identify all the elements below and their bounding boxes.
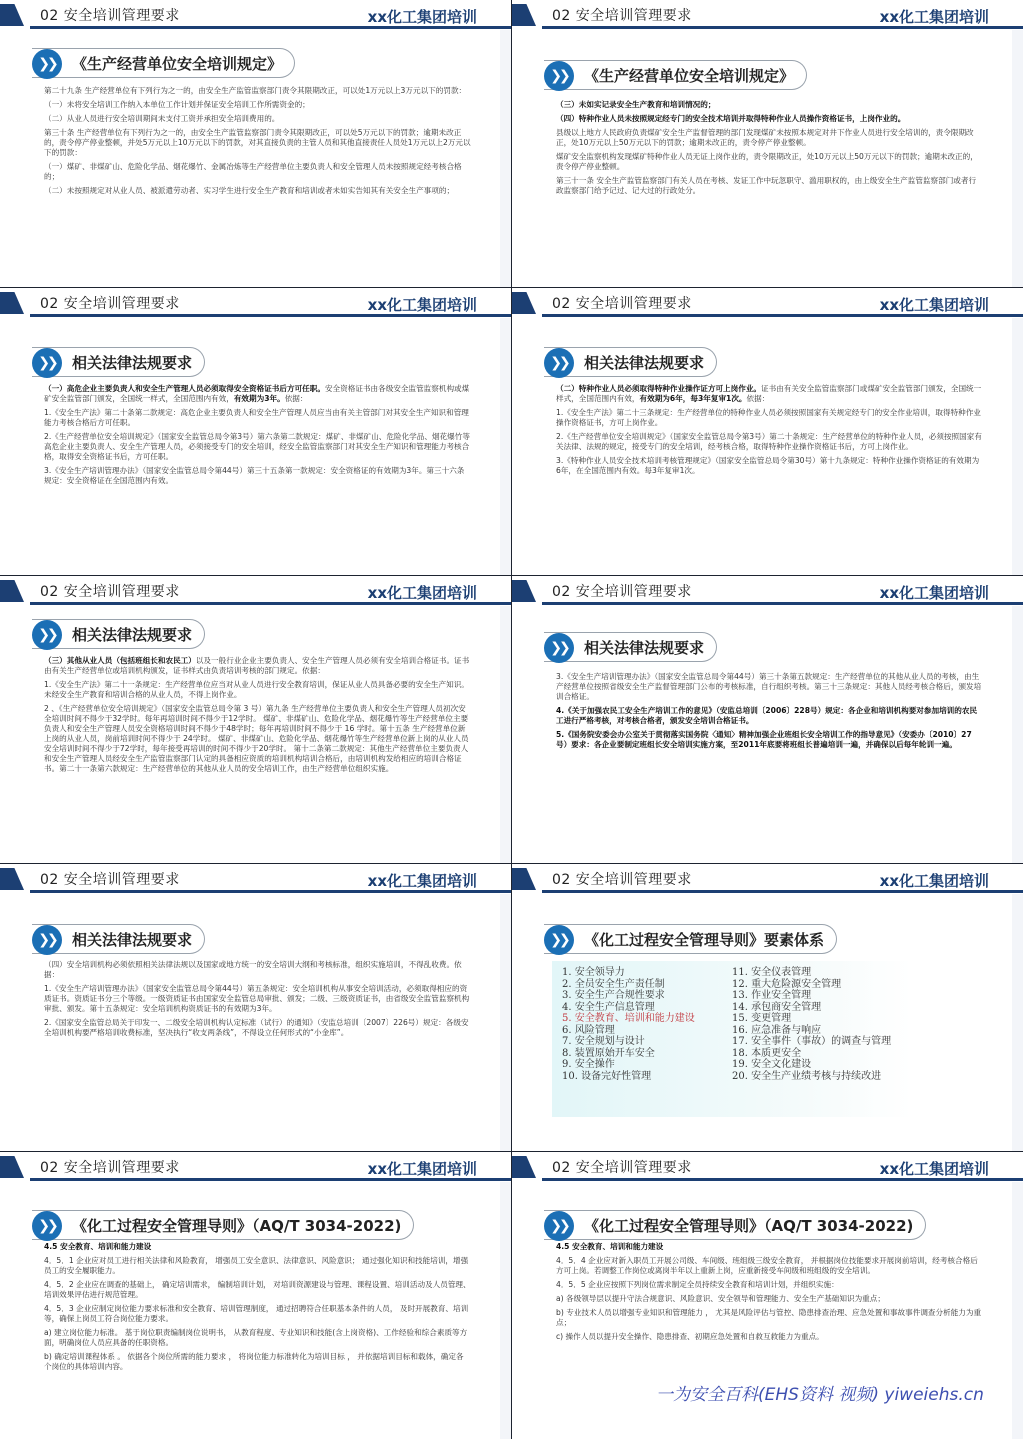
double-chevron-right-icon: ❯❯ [544, 1211, 574, 1241]
double-chevron-right-icon: ❯❯ [544, 348, 574, 378]
paragraph [556, 730, 983, 750]
text-run: 县级以上地方人民政府负责煤矿安全生产监督管理的部门发现煤矿未按照本规定对井下作业人员进行安全培训的，责令限期改正，处10万元以上50万元以下的罚款；逾期未改正的，责令停产停业整顿。 [556, 128, 974, 147]
text-run: 依据： [746, 394, 770, 403]
double-chevron-right-icon: ❯❯ [544, 925, 574, 955]
slide-body-text [556, 100, 983, 200]
brand-logo-text: xx化工集团培训 [879, 8, 989, 26]
section-title: 02 安全培训管理要求 [552, 872, 692, 888]
text-run: 1.《安全生产法》第二十条第二款规定：高危企业主要负责人和安全生产管理人员应当由有关主管部门对其安全生产知识和管理能力考核合格后方可任职。 [44, 408, 469, 427]
paragraph [44, 128, 471, 158]
element-item: 1. 安全领导力 [562, 967, 625, 978]
header-corner-shape [0, 580, 24, 602]
element-item: 20. 安全生产业绩考核与持续改进 [732, 1070, 882, 1082]
text-run: 2 、《生产经营单位安全培训规定》（国家安全监管总局令第 3 号）第九条 生产经营单位主要负责人和安全生产管理人员初次安全培训时间不得少于32学时。每年再培训时间不得少于12学时。 煤矿、非煤矿山、危险化学品、烟花爆竹等生产经营单位主要负责人和安全生产管理人员安全资格培训时间不得少于48学时；每年再培训时间不得少于 16 学时。第十五条 生产经营单位新上岗的从业人员，岗前培训时间不得少于 24学时。 煤矿、非煤矿山、危险化学品、烟花爆竹等生产经营单位新上岗的从业人员安全培训时间不得少于72学时，每年接受再培训的时间不得少于20学时。 第十二条第二款规定：其他生产经营单位主要负责人和安全生产管理人员经安全生产监管监察部门认定的具备相应资质的培训机构培训合格后，由培训机构发给相应的培训合格证书。第二十一条第六款规定：生产经营单位的其他从业人员的安全培训工作，由生产经营单位组织实施。 [44, 704, 469, 773]
slide-body-text [556, 384, 983, 480]
element-item: 14. 承包商安全管理 [732, 1001, 822, 1013]
header-divider [542, 1178, 1023, 1181]
slide-heading [544, 924, 837, 954]
slide-heading-text: 相关法律法规要求 [72, 353, 193, 372]
slide-body-text [556, 1242, 983, 1346]
slide [0, 288, 511, 575]
text-run: 第三十一条 安全生产监管监察部门有关人员在考核、发证工作中玩忽职守、滥用职权的，由上级安全生产监管监察部门或者行政监察部门给予记过、记大过的行政处分。 [556, 176, 977, 195]
text-run: 第三十条 生产经营单位有下列行为之一的，由安全生产监管监察部门责令其限期改正，可以处5万元以下的罚款；逾期未改正的，责令停产停业整顿，并处5万元以上10万元以下的罚款，对其直接负责的主管人员和其他直接责任人员处1万元以上2万元以下的罚款： [44, 128, 471, 157]
paragraph [556, 1256, 983, 1276]
element-item: 4. 安全生产信息管理 [562, 1001, 655, 1013]
double-chevron-right-icon: ❯❯ [32, 925, 62, 955]
watermark-text: 一为安全百科(EHS资料 视频) yiweiehs.cn [656, 1385, 984, 1405]
slide-heading-text: 《化工过程安全管理导则》（AQ/T 3034-2022) [584, 1216, 914, 1235]
element-item: 11. 安全仪表管理 [732, 967, 812, 978]
paragraph [44, 384, 471, 404]
element-item: 16. 应急准备与响应 [732, 1024, 822, 1036]
text-run: 第二十九条 生产经营单位有下列行为之一的，由安全生产监管监察部门责令其限期改正，可以处1万元以上3万元以下的罚款： [44, 86, 467, 95]
text-run: a) 各级领导层以提升守法合规意识、风险意识、安全领导和管理能力、安全生产基础知识为重点； [556, 1294, 885, 1303]
paragraph [556, 1294, 983, 1304]
slide-heading [544, 1210, 926, 1240]
slide-body-text [44, 656, 471, 778]
brand-logo-text: xx化工集团培训 [367, 872, 477, 890]
text-run: 3.《安全生产培训管理办法》（国家安全监管总局令第44号）第三十五条第一款规定：安全资格证的有效期为3年。第三十六条规定：安全资格证在全国范围内有效。 [44, 466, 465, 485]
paragraph [556, 114, 983, 124]
brand-logo-text: xx化工集团培训 [367, 296, 477, 314]
section-title: 02 安全培训管理要求 [552, 1160, 692, 1176]
paragraph [556, 706, 983, 726]
text-run: 2.《生产经营单位安全培训规定》（国家安全监管总局令第3号）第六条第二款规定：煤矿、非煤矿山、危险化学品、烟花爆竹等高危企业主要负责人、安全生产管理人员，必须接受专门的安全培训，经安全监管监察部门对其安全生产知识和管理能力考核合格，取得安全资格证书后，方可任职。 [44, 432, 470, 461]
element-item: 10. 设备完好性管理 [562, 1070, 652, 1082]
bold-text: （三）未如实记录安全生产教育和培训情况的； [556, 100, 716, 109]
double-chevron-right-icon: ❯❯ [544, 633, 574, 663]
text-run: 1.《安全生产培训管理办法》（国家安全监管总局令第44号）第五条规定：安全培训机构从事安全培训活动，必须取得相应的资质证书。资质证书分三个等级。一级资质证书由国家安全监管总局审批、颁发；二级、三级资质证书，由省级安全监管监察机构审批、颁发。第十五条规定：安全培训机构资质证书的有效期为3年。 [44, 984, 470, 1013]
element-item: 12. 重大危险源安全管理 [732, 978, 842, 990]
slide-body-text [556, 672, 983, 754]
bold-text: （二）特种作业人员必须取得特种作业操作证方可上岗作业。 [556, 384, 762, 393]
text-run: 4．5．1 企业应对员工进行相关法律和风险教育， 增强员工安全意识、法律意识、风险意识； 通过强化知识和技能培训，增强员工的安全履职能力。 [44, 1256, 469, 1275]
header-corner-shape [512, 292, 536, 314]
bold-text: （一）高危企业主要负责人和安全生产管理人员必须取得安全资格证书后方可任职。 [44, 384, 325, 393]
text-run: 安全资格证书由各级安全监管监察机构或煤矿安全监管部门颁发，全国统一样式，全国范围内有效， [44, 384, 470, 403]
slide-heading [32, 48, 295, 78]
text-run: 1.《安全生产法》第二十一条规定：生产经营单位应当对从业人员进行安全教育培训，保证从业人员具备必要的安全生产知识。未经安全生产教育和培训合格的从业人员，不得上岗作业。 [44, 680, 469, 699]
text-run: b) 专业技术人员以增强专业知识和管理能力 ， 尤其是风险评估与管控、隐患排查治理、应急处置和事故事件调查分析能力为重点； [556, 1308, 982, 1327]
element-item: 2. 全员安全生产责任制 [562, 978, 665, 990]
slide [512, 1152, 1023, 1439]
text-run: a) 建立岗位能力标准。 基于岗位职责编制岗位说明书， 从教育程度、专业知识和技能(含上岗资格)、工作经验和综合素质等方面，明确岗位人员应具备的任职资格。 [44, 1328, 468, 1347]
section-title: 02 安全培训管理要求 [552, 8, 692, 24]
paragraph [44, 114, 471, 124]
paragraph [556, 152, 983, 172]
element-item: 13. 作业安全管理 [732, 990, 812, 1001]
header-corner-shape [0, 4, 24, 26]
header-divider [542, 314, 1023, 317]
slide-heading [32, 347, 205, 377]
paragraph [556, 384, 983, 404]
paragraph [44, 1352, 471, 1372]
elements-column-left [562, 967, 732, 1111]
text-run: 1.《安全生产法》第二十三条规定：生产经营单位的特种作业人员必须按照国家有关规定经专门的安全作业培训，取得特种作业操作资格证书，方可上岗作业。 [556, 408, 981, 427]
header-divider [30, 602, 511, 605]
element-item: 7. 安全规划与设计 [562, 1036, 645, 1047]
text-run: c) 操作人员以提升安全操作、隐患排查、初期应急处置和自救互救能力为重点。 [556, 1332, 824, 1341]
bold-text: 5.《国务院安委会办公室关于贯彻落实国务院〈通知〉精神加强企业班组长安全培训工作的指导意见》（安委办〔2010〕27号）要求：各企业要制定班组长安全培训实施方案，至2011年底要将班组长普遍培训一遍，并确保以后每年轮训一遍。 [556, 730, 972, 749]
slide [512, 0, 1023, 287]
paragraph [556, 176, 983, 196]
slide-heading-text: 相关法律法规要求 [584, 638, 705, 657]
text-run: （二）从业人员进行安全培训期间未支付工资并承担安全培训费用的。 [44, 114, 280, 123]
text-run: 4．5．3 企业应制定岗位能力要求标准和安全教育、培训管理制度， 通过招聘符合任职基本条件的人员， 及时开展教育、培训等，确保上岗员工符合岗位能力要求。 [44, 1304, 469, 1323]
slide-heading-text: 相关法律法规要求 [72, 930, 193, 949]
paragraph [44, 1328, 471, 1348]
double-chevron-right-icon: ❯❯ [32, 348, 62, 378]
brand-logo-text: xx化工集团培训 [367, 8, 477, 26]
text-run: 4．5．5 企业应按照下列岗位需求制定全员持续安全教育和培训计划，并组织实施： [556, 1280, 839, 1289]
header-divider [542, 602, 1023, 605]
brand-logo-text: xx化工集团培训 [879, 584, 989, 602]
element-item: 8. 装置原始开车安全 [562, 1047, 655, 1059]
double-chevron-right-icon: ❯❯ [32, 620, 62, 650]
text-run: 依据： [284, 394, 308, 403]
paragraph [44, 86, 471, 96]
header-corner-shape [512, 4, 536, 26]
bold-text: 有效期为3年。 [233, 394, 285, 403]
paragraph [44, 704, 471, 774]
element-item: 18. 本质更安全 [732, 1047, 802, 1059]
paragraph [44, 162, 471, 182]
header-corner-shape [512, 868, 536, 890]
paragraph [44, 1018, 471, 1038]
double-chevron-right-icon: ❯❯ [32, 1211, 62, 1241]
bold-text: （三）其他从业人员（包括班组长和农民工） [44, 656, 196, 665]
paragraph [556, 456, 983, 476]
text-run: 3.《安全生产培训管理办法》（国家安全监管总局令第44号）第三十条第五款规定：生产经营单位的其他从业人员的考核，由生产经营单位按照省级安全生产监督管理部门公布的考核标准，自行组织考核。第三十三条规定：其他人员经考核合格后，颁发培训合格证。 [556, 672, 982, 701]
header-corner-shape [512, 580, 536, 602]
text-run: b) 确定培训课程体系 。 依据各个岗位所需的能力要求 ， 将岗位能力标准转化为培训目标 ， 并依据培训目标和载体，确定各个岗位的具体培训内容。 [44, 1352, 464, 1371]
paragraph [556, 1280, 983, 1290]
slide-heading-text: 《生产经营单位安全培训规定》 [584, 66, 795, 85]
header-corner-shape [0, 868, 24, 890]
bold-text: 4.5 安全教育、培训和能力建设 [556, 1242, 664, 1251]
slide-heading [544, 347, 717, 377]
bold-text: 4.5 安全教育、培训和能力建设 [44, 1242, 152, 1251]
paragraph [44, 656, 471, 676]
text-run: （一）煤矿、非煤矿山、危险化学品、烟花爆竹、金属冶炼等生产经营单位主要负责人和安全管理人员未按照规定经考核合格的； [44, 162, 462, 181]
slide-heading-text: 《化工过程安全管理导则》（AQ/T 3034-2022) [72, 1216, 402, 1235]
slide-heading-text: 《生产经营单位安全培训规定》 [72, 54, 283, 73]
slide [0, 864, 511, 1151]
paragraph [44, 100, 471, 110]
double-chevron-right-icon: ❯❯ [32, 49, 62, 79]
slide-heading [32, 619, 205, 649]
paragraph [556, 1308, 983, 1328]
element-item: 6. 风险管理 [562, 1024, 615, 1036]
slide [512, 576, 1023, 863]
slide-body-text [44, 1242, 471, 1376]
brand-logo-text: xx化工集团培训 [879, 1160, 989, 1178]
text-run: （一）未将安全培训工作纳入本单位工作计划并保证安全培训工作所需资金的； [44, 100, 310, 109]
text-run: 4．5．2 企业应在调查的基础上， 确定培训需求， 编制培训计划， 对培训资源建设与管理、课程设置、培训活动及人员管理、培训效果评估进行规范管理。 [44, 1280, 471, 1299]
header-divider [542, 890, 1023, 893]
paragraph [556, 432, 983, 452]
slide [0, 576, 511, 863]
element-item: 17. 安全事件（事故）的调查与管理 [732, 1036, 892, 1047]
elements-column-right [732, 967, 902, 1111]
slide-body-text [44, 86, 471, 200]
element-item: 15. 变更管理 [732, 1013, 792, 1024]
slide [0, 0, 511, 287]
paragraph [44, 408, 471, 428]
section-title: 02 安全培训管理要求 [40, 1160, 180, 1176]
text-run: 以及一般行业企业主要负责人、安全生产管理人员必须有安全培训合格证书。证书由有关生产经营单位或培训机构颁发，证书样式由负责培训考核的部门规定。依据： [44, 656, 470, 675]
element-item: 19. 安全文化建设 [732, 1059, 812, 1070]
element-item: 5. 安全教育、培训和能力建设 [562, 1013, 695, 1024]
paragraph [44, 1280, 471, 1300]
element-item: 3. 安全生产合规性要求 [562, 990, 665, 1001]
header-divider [542, 26, 1023, 29]
header-divider [30, 1178, 511, 1181]
brand-logo-text: xx化工集团培训 [367, 1160, 477, 1178]
bold-text: （四）特种作业人员未按照规定经专门的安全技术培训并取得特种作业人员操作资格证书，上岗作业的。 [556, 114, 906, 123]
slide-body-text [44, 384, 471, 490]
element-item: 9. 安全操作 [562, 1059, 615, 1070]
header-corner-shape [0, 1156, 24, 1178]
slide-heading [544, 632, 717, 662]
text-run: 证书由有关安全监管监察部门或煤矿安全监管部门颁发，全国统一样式，全国范围内有效， [556, 384, 982, 403]
bold-text: 有效期为6年，每3年复审1次。 [639, 394, 747, 403]
paragraph [44, 186, 471, 196]
text-run: 4．5．4 企业应对新入职员工开展公司级、车间级、班组级三级安全教育， 并根据岗位技能要求开展岗前培训，经考核合格后方可上岗。若调整工作岗位或离岗半年以上重新上岗，应重新接受车间级和班组级的安全培训。 [556, 1256, 978, 1275]
section-title: 02 安全培训管理要求 [40, 584, 180, 600]
slide [512, 864, 1023, 1151]
elements-table-image [552, 961, 912, 1117]
slide-heading-text: 《化工过程安全管理导则》要素体系 [584, 930, 825, 949]
paragraph [556, 1332, 983, 1342]
text-run: （四）安全培训机构必须依照相关法律法规以及国家或地方统一的安全培训大纲和考核标准，组织实施培训，不得乱收费。依据： [44, 960, 462, 979]
bold-text: 4.《关于加强农民工安全生产培训工作的意见》（安监总培训〔2006〕228号）规定：各企业和培训机构要对参加培训的农民工进行严格考核，对考核合格者，颁发安全培训合格证书。 [556, 706, 978, 725]
paragraph [556, 672, 983, 702]
text-run: （二）未按照规定对从业人员、被派遣劳动者、实习学生进行安全生产教育和培训或者未如实告知其有关安全生产事项的； [44, 186, 455, 195]
paragraph [556, 100, 983, 110]
slide [512, 288, 1023, 575]
paragraph [44, 1304, 471, 1324]
paragraph [44, 466, 471, 486]
text-run: 煤矿安全监察机构发现煤矿特种作业人员无证上岗作业的，责令限期改正，处10万元以上50万元以下的罚款；逾期未改正的，责令停产停业整顿。 [556, 152, 978, 171]
header-divider [30, 314, 511, 317]
text-run: 2.《国家安全监管总局关于印发一、二级安全培训机构认定标准（试行）的通知》（安监总培训〔2007〕226号）规定：各级安全培训机构要严格培训收费标准，坚决执行“收支两条线”，不得设立任何形式的“小金库”。 [44, 1018, 469, 1037]
slide-heading-text: 相关法律法规要求 [72, 625, 193, 644]
brand-logo-text: xx化工集团培训 [879, 296, 989, 314]
paragraph [44, 1256, 471, 1276]
paragraph [44, 1242, 471, 1252]
slide-heading [32, 1210, 414, 1240]
slide-body-text [44, 960, 471, 1042]
header-corner-shape [0, 292, 24, 314]
paragraph [44, 432, 471, 462]
slide-heading [32, 924, 205, 954]
brand-logo-text: xx化工集团培训 [879, 872, 989, 890]
slide [0, 1152, 511, 1439]
paragraph [44, 984, 471, 1014]
paragraph [556, 128, 983, 148]
paragraph [556, 408, 983, 428]
header-divider [30, 26, 511, 29]
section-title: 02 安全培训管理要求 [40, 872, 180, 888]
section-title: 02 安全培训管理要求 [40, 8, 180, 24]
slide-heading [544, 60, 807, 90]
brand-logo-text: xx化工集团培训 [367, 584, 477, 602]
header-divider [30, 890, 511, 893]
section-title: 02 安全培训管理要求 [40, 296, 180, 312]
section-title: 02 安全培训管理要求 [552, 296, 692, 312]
header-corner-shape [512, 1156, 536, 1178]
double-chevron-right-icon: ❯❯ [544, 61, 574, 91]
section-title: 02 安全培训管理要求 [552, 584, 692, 600]
text-run: 2.《生产经营单位安全培训规定》（国家安全监管总局令第3号）第二十条规定：生产经营单位的特种作业人员，必须按照国家有关法律、法规的规定，接受专门的安全培训，经考核合格，取得特种作业操作资格证书后，方可上岗作业。 [556, 432, 982, 451]
paragraph [44, 680, 471, 700]
paragraph [44, 960, 471, 980]
slide-heading-text: 相关法律法规要求 [584, 353, 705, 372]
paragraph [556, 1242, 983, 1252]
text-run: 3.《特种作业人员安全技术培训考核管理规定》（国家安全监管总局令第30号）第十九条规定：特种作业操作资格证的有效期为6年，在全国范围内有效。每3年复审1次。 [556, 456, 980, 475]
